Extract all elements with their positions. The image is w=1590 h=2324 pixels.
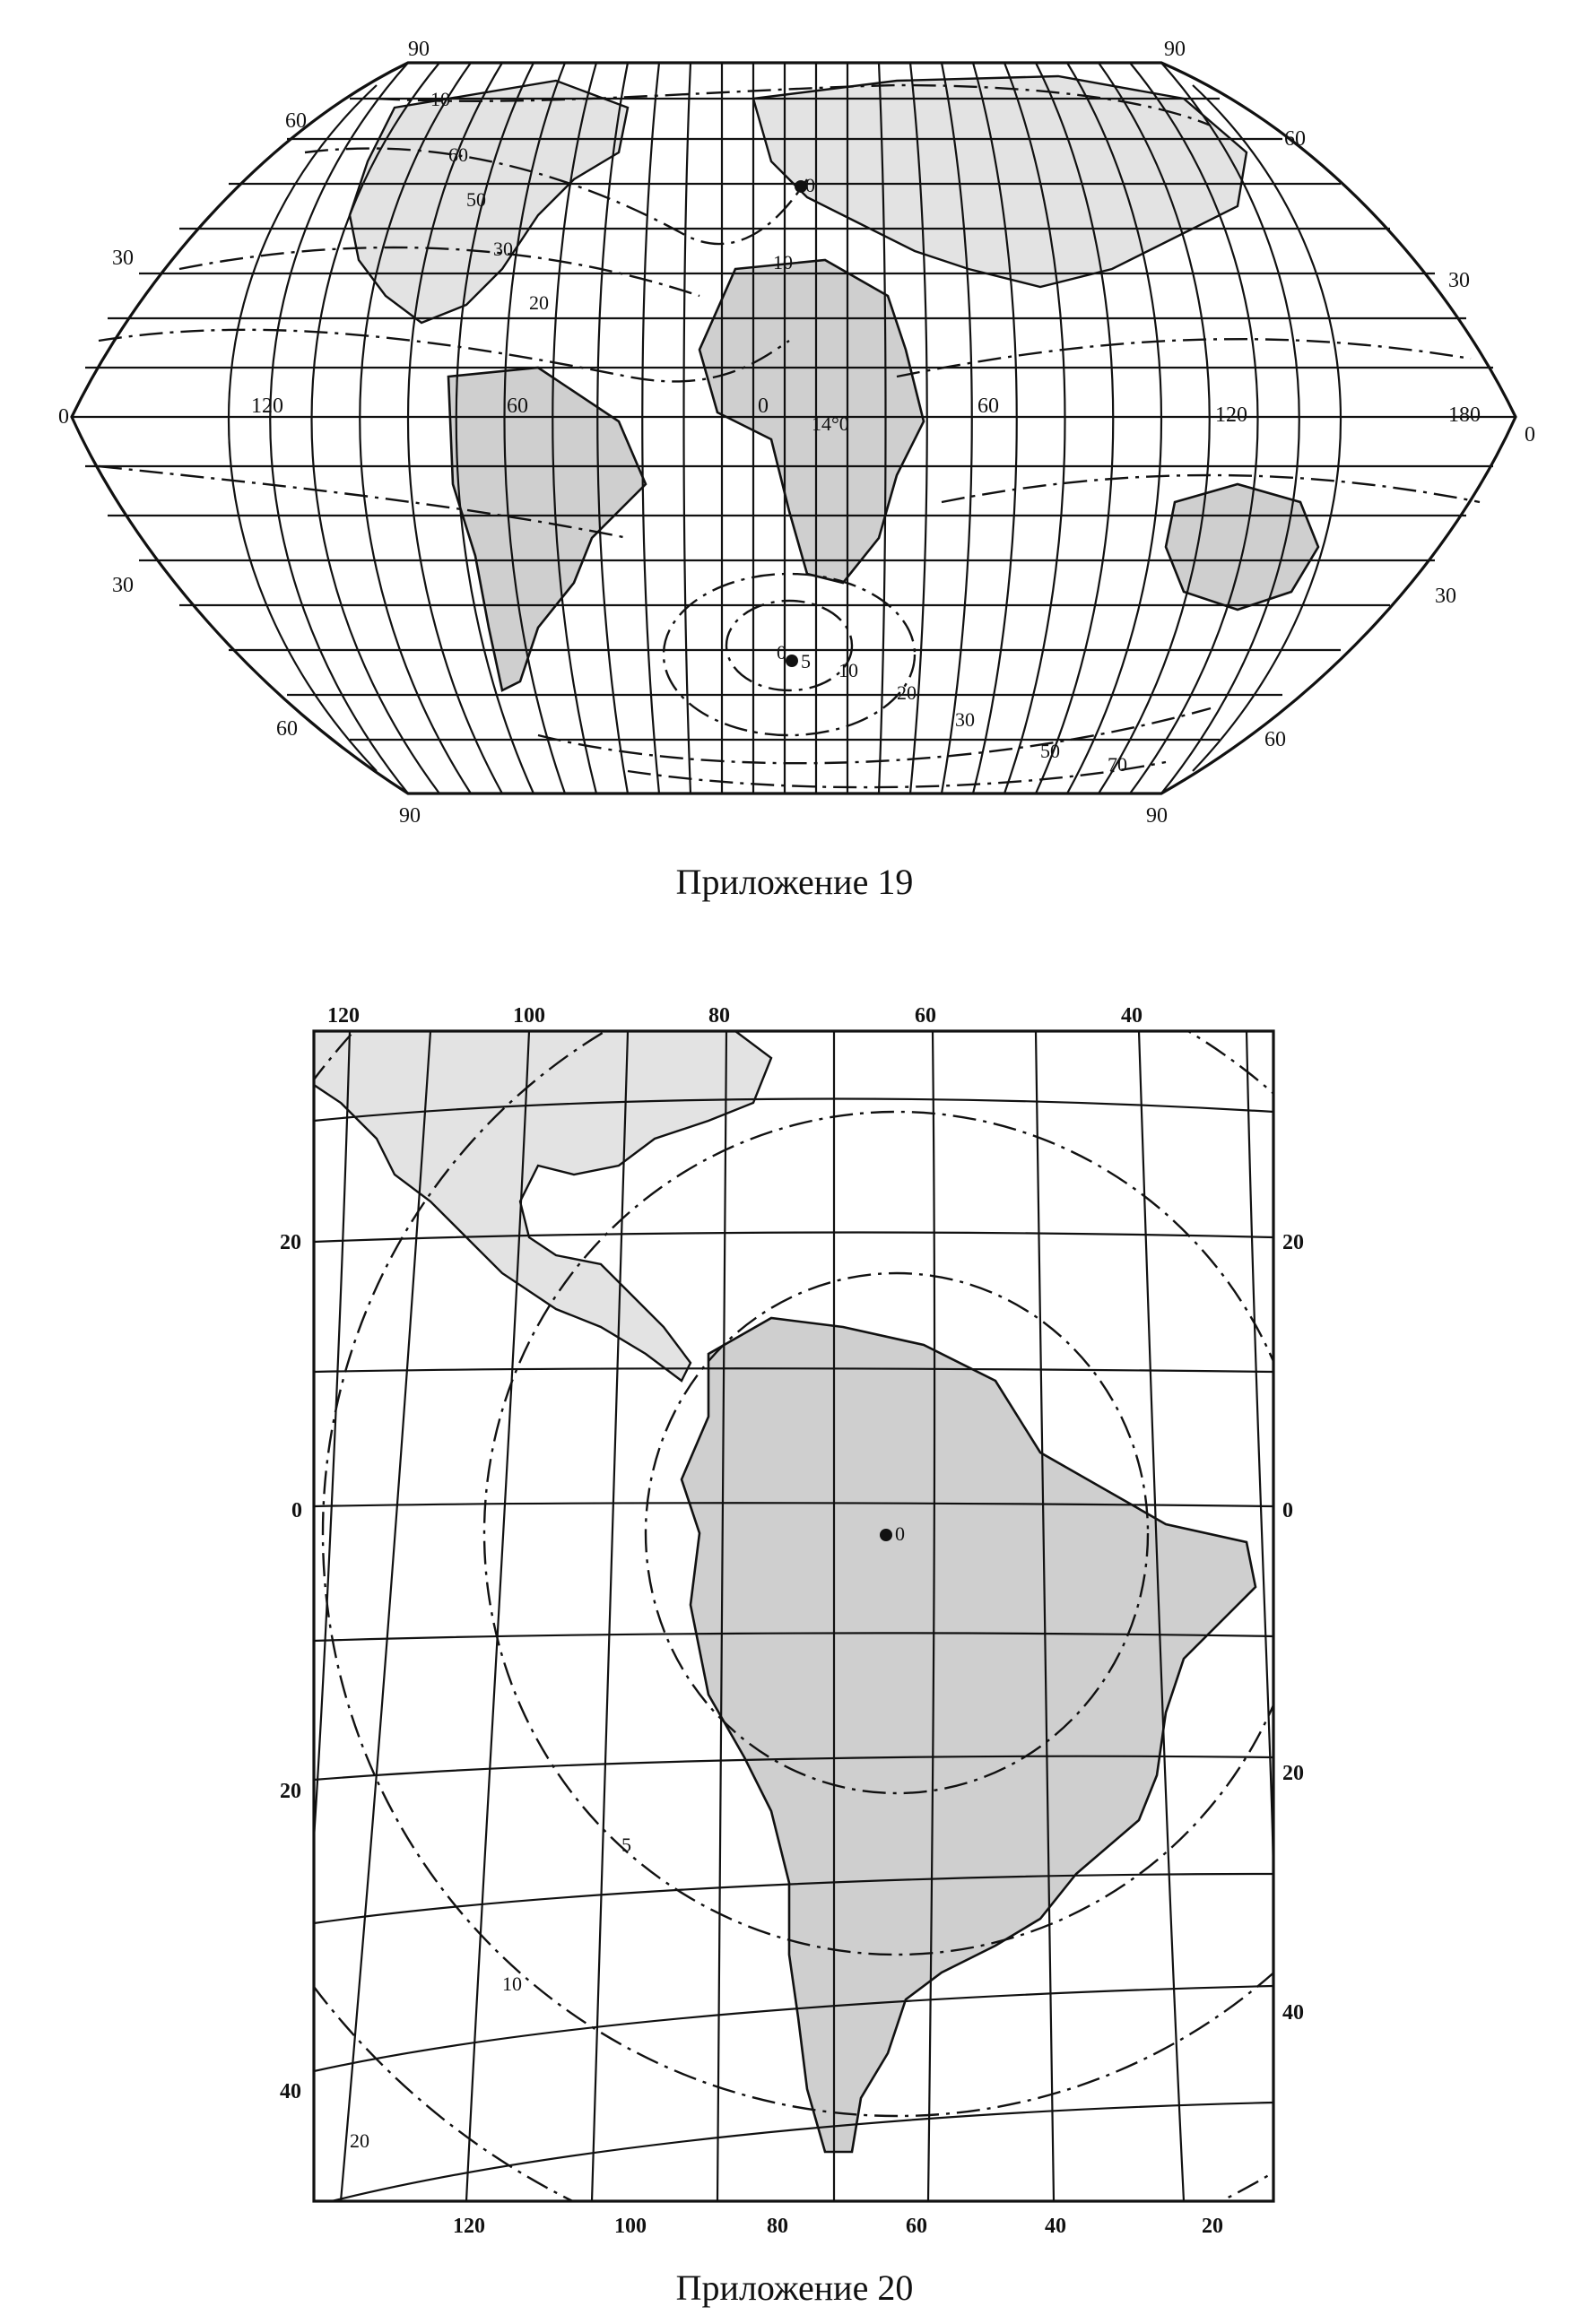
- bottom-lon-100: 100: [614, 2215, 647, 2238]
- iso-label: 30: [955, 708, 975, 731]
- top-lon-80: 80: [708, 1004, 730, 1028]
- iso-label: 10: [773, 251, 793, 273]
- iso-label: 0: [805, 174, 815, 196]
- lat-label-right-0: 0: [1525, 423, 1535, 447]
- lat-label-right-60s: 60: [1264, 728, 1286, 751]
- lon-label-180: 180: [1448, 403, 1481, 427]
- left-lat-20n: 20: [280, 1231, 301, 1254]
- iso-label: 50: [1040, 740, 1060, 762]
- lat-label-bottom-right: 90: [1146, 804, 1168, 828]
- iso-label: 60: [448, 143, 468, 166]
- south-pole-marker: [786, 655, 798, 667]
- north-america-land-2: [314, 1031, 771, 1381]
- lat-label-top-right: 90: [1164, 38, 1186, 61]
- left-lat-40s: 40: [280, 2080, 301, 2103]
- regional-right-lat-labels: [1282, 1231, 1304, 2025]
- lat-label-right-30s: 30: [1435, 585, 1456, 608]
- caption-appendix-20: Приложение 20: [675, 2268, 914, 2308]
- iso-label: 50: [466, 188, 486, 211]
- iso-label-20: 20: [350, 2129, 369, 2152]
- iso-label-10: 10: [502, 1973, 522, 1995]
- lon-label-60w: 60: [507, 395, 528, 418]
- lat-label-top-left: 90: [408, 38, 430, 61]
- lat-label-bottom-left: 90: [399, 804, 421, 828]
- bottom-lon-120: 120: [453, 2215, 485, 2238]
- regional-left-lat-labels: [280, 1231, 302, 2103]
- right-lat-40s: 40: [1282, 2001, 1304, 2025]
- world-map: [58, 38, 1535, 828]
- top-lon-100: 100: [513, 1004, 545, 1028]
- iso-label: 20: [897, 681, 917, 704]
- caption-appendix-19: Приложение 19: [675, 862, 914, 902]
- left-lat-20s: 20: [280, 1780, 301, 1803]
- lon-label-120w: 120: [251, 395, 283, 418]
- iso-label: 70: [1108, 753, 1127, 776]
- lon-label-120e: 120: [1215, 403, 1247, 427]
- top-lon-40: 40: [1121, 1004, 1143, 1028]
- lat-label-left-30s: 30: [112, 574, 134, 597]
- lat-label-right-30n: 30: [1448, 269, 1470, 292]
- australia-land: [1166, 484, 1318, 610]
- bottom-lon-40: 40: [1045, 2215, 1066, 2238]
- lat-label-right-60n: 60: [1284, 127, 1306, 151]
- right-lat-20n: 20: [1282, 1231, 1304, 1254]
- lat-label-left-60s: 60: [276, 717, 298, 741]
- iso-label: 10: [430, 88, 450, 110]
- top-lon-60: 60: [915, 1004, 936, 1028]
- top-lon-120: 120: [327, 1004, 360, 1028]
- bottom-lon-80: 80: [767, 2215, 788, 2238]
- pole-marker-2: [880, 1529, 892, 1541]
- lon-label-0: 0: [758, 395, 769, 418]
- iso-label: 10: [838, 659, 858, 681]
- regional-top-lon-labels: [327, 1004, 1143, 1028]
- eurasia-land: [753, 76, 1247, 287]
- iso-label-0: 0: [895, 1522, 905, 1545]
- bottom-lon-60: 60: [906, 2215, 927, 2238]
- left-lat-0: 0: [291, 1499, 302, 1522]
- iso-label: 5: [801, 650, 811, 672]
- iso-label: 30: [493, 238, 513, 260]
- iso-label: 0: [777, 641, 786, 663]
- right-lat-0: 0: [1282, 1499, 1293, 1522]
- regional-map: [161, 789, 1590, 2277]
- iso-label: 20: [529, 291, 549, 314]
- lat-label-left-0: 0: [58, 405, 69, 429]
- bottom-lon-20: 20: [1202, 2215, 1223, 2238]
- iso-label: 14°0: [812, 412, 849, 435]
- lat-label-left-30n: 30: [112, 247, 134, 270]
- regional-bottom-lon-labels: [453, 2215, 1223, 2238]
- north-america-land: [350, 81, 628, 323]
- south-america-land-2: [682, 1318, 1255, 2152]
- iso-label-5: 5: [621, 1834, 631, 1856]
- right-lat-20s: 20: [1282, 1762, 1304, 1785]
- lon-label-60e: 60: [977, 395, 999, 418]
- lat-label-left-60n: 60: [285, 109, 307, 133]
